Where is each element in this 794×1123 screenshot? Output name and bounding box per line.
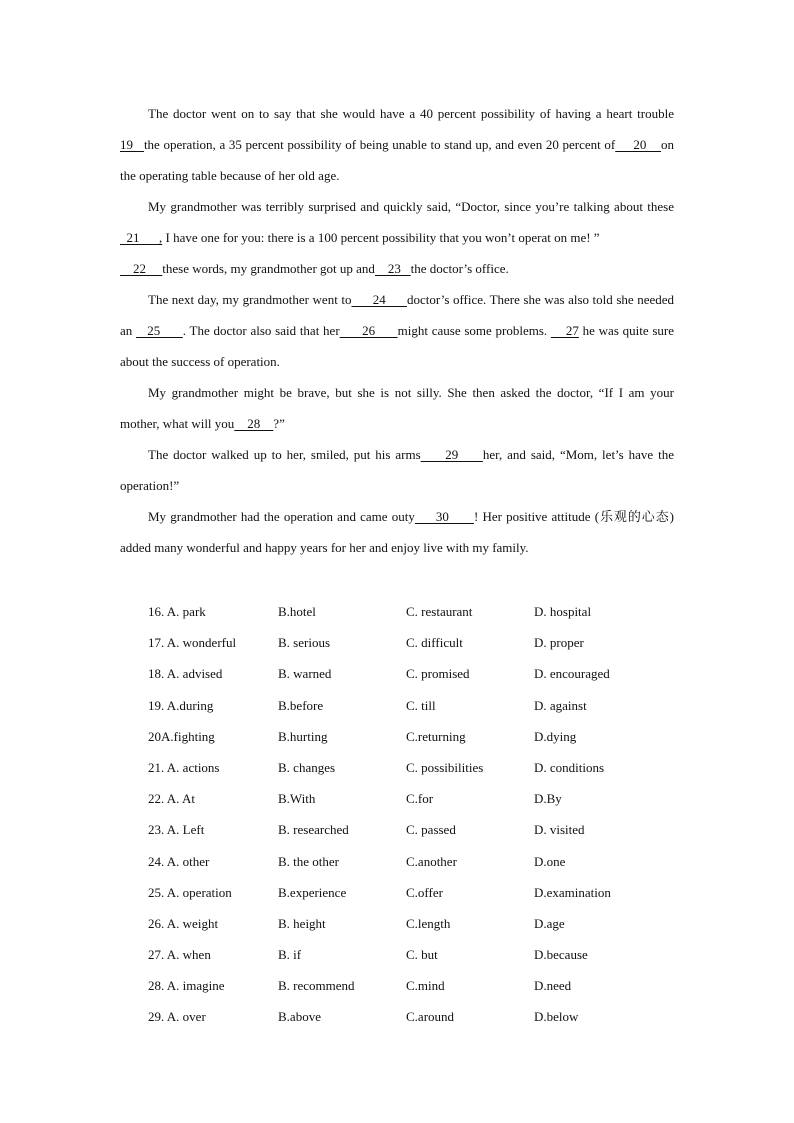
- option-a: 24. A. other: [148, 853, 210, 869]
- text: My grandmother had the operation and came outy: [148, 509, 415, 524]
- option-row-27: [148, 939, 688, 970]
- option-b: B.With: [278, 791, 316, 807]
- option-a: 27. A. when: [148, 947, 211, 963]
- option-row-28: [148, 970, 688, 1001]
- paragraph-3: [120, 253, 674, 284]
- option-row-23: [148, 814, 688, 845]
- option-c: C.around: [406, 1009, 455, 1025]
- paragraph-6: [120, 439, 674, 501]
- option-c: C.for: [406, 791, 434, 807]
- blank-22: 22: [120, 261, 163, 276]
- blank-28: 28: [234, 416, 274, 431]
- option-b: B.above: [278, 1009, 321, 1025]
- option-b: B.hotel: [278, 604, 316, 619]
- option-a: 22. A. At: [148, 791, 195, 807]
- blank-26: 26: [339, 323, 398, 338]
- option-a: 16. A. park: [148, 604, 206, 619]
- option-row-18: [148, 658, 688, 689]
- option-d: D.need: [534, 978, 572, 994]
- option-a: 17. A. wonderful: [148, 635, 237, 651]
- option-d: D.one: [534, 853, 566, 869]
- option-c: C. possibilities: [406, 759, 484, 775]
- option-b: B. serious: [278, 635, 330, 651]
- blank-25: 25: [136, 323, 183, 338]
- option-c: C. promised: [406, 666, 470, 682]
- option-row-26: [148, 908, 688, 939]
- text: I have one for you: there is a 100 percent possibility that you won’t operat on me! ”: [162, 230, 600, 245]
- blank-21: 21 ,: [120, 230, 163, 245]
- option-b: B. the other: [278, 853, 340, 869]
- text: ! Her positive attitude (乐观的心态) added many wonderful and happy years for her and enjoy live with my family.: [120, 509, 674, 555]
- option-row-25: [148, 877, 688, 908]
- option-c: C. difficult: [406, 635, 463, 651]
- option-d: D. against: [534, 697, 587, 713]
- option-d: D. proper: [534, 635, 584, 651]
- option-a: 28. A. imagine: [148, 978, 225, 994]
- option-c: C.length: [406, 915, 451, 931]
- paragraph-4: [120, 284, 674, 377]
- option-c: C.offer: [406, 884, 443, 900]
- option-row-19: [148, 690, 688, 721]
- blank-20: 20: [615, 137, 662, 152]
- option-c: C.another: [406, 853, 457, 869]
- option-c: C. but: [406, 947, 438, 963]
- text: . The doctor also said that her: [182, 323, 340, 338]
- blank-24: 24: [351, 292, 408, 307]
- blank-27: 27: [550, 323, 579, 338]
- option-b: B. researched: [278, 822, 349, 838]
- option-a: 19. A.during: [148, 697, 214, 713]
- passage: [120, 98, 674, 563]
- text: he was quite sure about the success of operation.: [120, 323, 675, 369]
- text: ?”: [273, 416, 285, 431]
- option-d: D.dying: [534, 728, 577, 744]
- blank-19: 19: [120, 137, 144, 152]
- paragraph-7: [120, 501, 674, 563]
- option-c: C.returning: [406, 728, 466, 744]
- text: her, and said, “Mom, let’s have the operation!”: [120, 447, 674, 493]
- option-b: B.hurting: [278, 728, 328, 744]
- text: The doctor walked up to her, smiled, put his arms: [148, 447, 421, 462]
- paragraph-5: [120, 377, 674, 439]
- option-row-17: [148, 627, 688, 658]
- option-d: D. hospital: [534, 604, 592, 619]
- option-b: B. recommend: [278, 978, 355, 994]
- blank-30: 30: [414, 509, 474, 524]
- option-c: C. restaurant: [406, 604, 473, 619]
- text: doctor’s office. There she was also told she needed an: [120, 292, 675, 338]
- option-row-22: [148, 783, 688, 814]
- option-a: 18. A. advised: [148, 666, 223, 682]
- option-d: D. conditions: [534, 759, 605, 775]
- option-a: 25. A. operation: [148, 884, 232, 900]
- answer-options: [148, 596, 688, 1033]
- option-d: D. encouraged: [534, 666, 610, 682]
- text: on the operating table because of her old age.: [120, 137, 675, 183]
- option-a: 21. A. actions: [148, 759, 220, 775]
- option-a: 20A.fighting: [148, 728, 215, 744]
- option-b: B.before: [278, 697, 324, 713]
- option-b: B. if: [278, 947, 302, 963]
- option-row-20: [148, 721, 688, 752]
- text: might cause some problems.: [397, 323, 551, 338]
- text: the operation, a 35 percent possibility of being unable to stand up, and even 20 percent of: [143, 137, 616, 152]
- option-a: 29. A. over: [148, 1009, 206, 1025]
- option-a: 23. A. Left: [148, 822, 205, 838]
- option-b: B.experience: [278, 884, 347, 900]
- option-c: C.mind: [406, 978, 445, 994]
- paragraph-2: [120, 191, 674, 253]
- text: My grandmother was terribly surprised and quickly said, “Doctor, since you’re talking about these: [148, 199, 674, 214]
- option-b: B. height: [278, 915, 326, 931]
- text: The doctor went on to say that she would have a 40 percent possibility of having a heart trouble: [148, 106, 674, 121]
- option-row-16: [148, 596, 688, 627]
- paragraph-1: [120, 98, 674, 191]
- option-row-24: [148, 846, 688, 877]
- option-d: D. visited: [534, 822, 585, 838]
- text: the doctor’s office.: [410, 261, 509, 276]
- option-d: D.examination: [534, 884, 611, 900]
- option-row-29: [148, 1001, 688, 1032]
- option-d: D.below: [534, 1009, 579, 1025]
- option-b: B. warned: [278, 666, 332, 682]
- option-c: C. passed: [406, 822, 456, 838]
- blank-29: 29: [420, 447, 483, 462]
- text: The next day, my grandmother went to: [148, 292, 352, 307]
- option-a: 26. A. weight: [148, 915, 219, 931]
- text: My grandmother might be brave, but she is not silly. She then asked the doctor, “If I am your mother, what will you: [120, 385, 674, 431]
- text: these words, my grandmother got up and: [162, 261, 375, 276]
- option-d: D.because: [534, 947, 588, 963]
- option-d: D.age: [534, 915, 565, 931]
- option-d: D.By: [534, 791, 562, 807]
- option-row-21: [148, 752, 688, 783]
- option-c: C. till: [406, 697, 436, 713]
- option-b: B. changes: [278, 759, 336, 775]
- blank-23: 23: [374, 261, 411, 276]
